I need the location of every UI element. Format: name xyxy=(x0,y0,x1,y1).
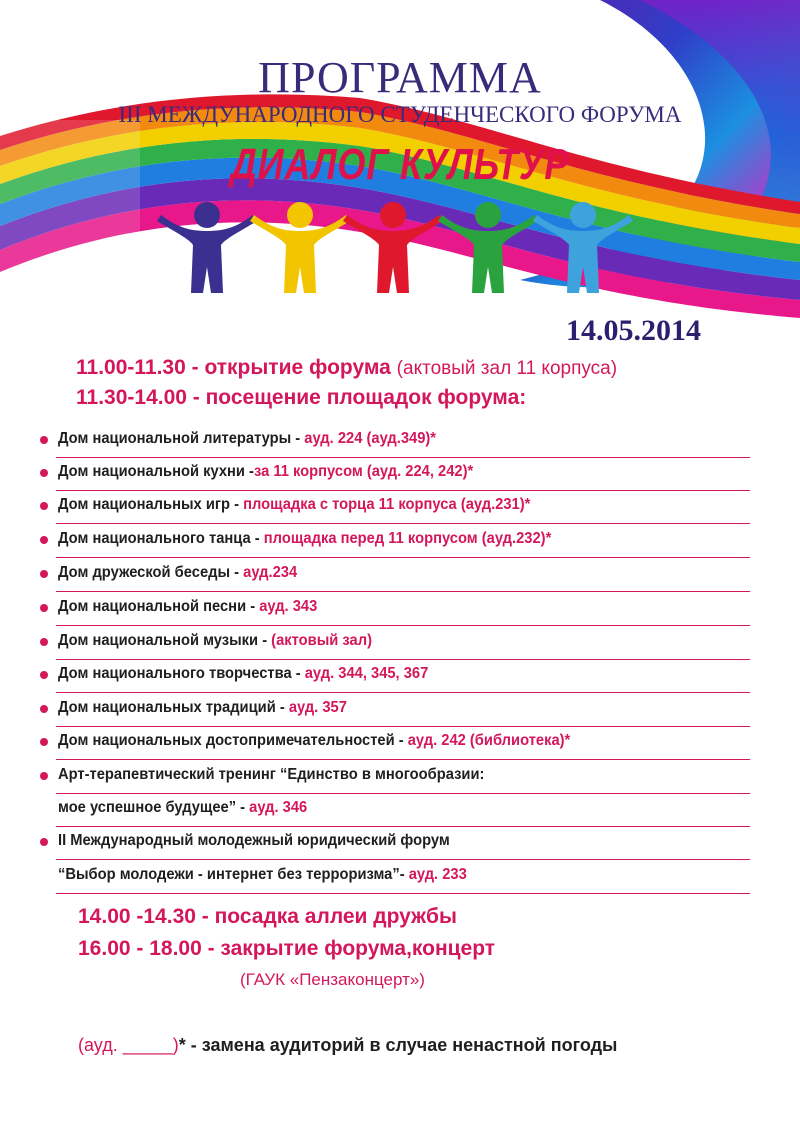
venue-name: Дом национальной кухни - xyxy=(58,463,254,480)
divider xyxy=(56,659,750,660)
venue-place: (актовый зал) xyxy=(271,632,372,649)
venue-name: Дом национальной песни - xyxy=(58,598,260,615)
venue-place: ауд. 346 xyxy=(249,799,308,816)
venue-place: ауд. 233 xyxy=(408,866,467,883)
divider xyxy=(56,793,750,794)
venue-place: ауд. 344, 345, 367 xyxy=(304,665,429,682)
divider xyxy=(56,557,750,558)
list-item xyxy=(40,663,750,695)
page-subtitle: III МЕЖДУНАРОДНОГО СТУДЕНЧЕСКОГО ФОРУМА xyxy=(118,102,682,127)
venue-name: Дом национальных традиций - xyxy=(58,699,289,716)
list-item xyxy=(40,494,750,526)
divider xyxy=(56,457,750,458)
event-date: 14.05.2014 xyxy=(566,314,701,347)
bullet-icon xyxy=(40,772,48,780)
bullet-icon xyxy=(40,671,48,679)
list-item xyxy=(40,764,750,796)
list-item-continuation xyxy=(58,797,750,829)
bullet-icon xyxy=(40,436,48,444)
bullet-icon xyxy=(40,536,48,544)
bullet-icon xyxy=(40,838,48,846)
divider xyxy=(56,591,750,592)
schedule-line xyxy=(76,386,526,410)
divider xyxy=(56,692,750,693)
page-title: ПРОГРАММА xyxy=(258,53,542,102)
venue-place: ауд. 343 xyxy=(259,598,318,615)
schedule-note: (актовый зал 11 корпуса) xyxy=(396,358,618,379)
list-item xyxy=(40,630,750,662)
venue-place: площадка с торца 11 корпуса (ауд.231)* xyxy=(243,496,531,513)
venue-name: Дом национальной литературы - xyxy=(58,430,305,447)
list-item xyxy=(40,428,750,460)
schedule-line: 14.00 -14.30 - посадка аллеи дружбы xyxy=(78,905,457,928)
event-title-cont: мое успешное будущее” - xyxy=(58,799,250,816)
venue-name: Дом дружеской беседы - xyxy=(58,564,244,581)
list-item xyxy=(40,830,750,862)
divider xyxy=(56,893,750,894)
bullet-icon xyxy=(40,502,48,510)
venue-name: Дом национальных достопримечательностей - xyxy=(58,732,408,749)
venue-name: Дом национального творчества - xyxy=(58,665,305,682)
forum-name: ДИАЛОГ КУЛЬТУР xyxy=(230,140,570,189)
bullet-icon xyxy=(40,604,48,612)
bullet-icon xyxy=(40,638,48,646)
bullet-icon xyxy=(40,705,48,713)
venue-place: ауд. 242 (библиотека)* xyxy=(407,732,571,749)
venue-place: за 11 корпусом (ауд. 224, 242)* xyxy=(253,463,474,480)
bullet-icon xyxy=(40,469,48,477)
divider xyxy=(56,859,750,860)
schedule-line: 16.00 - 18.00 - закрытие форума,концерт xyxy=(78,937,496,960)
venue-place: ауд. 224 (ауд.349)* xyxy=(304,430,437,447)
schedule-time-event: 11.00-11.30 - открытие форума xyxy=(76,356,391,379)
list-item xyxy=(40,697,750,729)
closing-venue: (ГАУК «Пензаконцерт») xyxy=(240,970,425,989)
divider xyxy=(56,625,750,626)
schedule-line xyxy=(76,356,617,380)
footnote-text: * - замена аудиторий в случае ненастной погоды xyxy=(178,1035,618,1055)
list-item xyxy=(40,562,750,594)
venue-place: ауд. 357 xyxy=(288,699,347,716)
divider xyxy=(56,726,750,727)
list-item xyxy=(40,730,750,762)
schedule-time-event: 11.30-14.00 - посещение площадок форума: xyxy=(76,386,527,409)
event-title-cont: “Выбор молодежи - интернет без терроризма”- xyxy=(58,866,409,883)
list-item xyxy=(40,528,750,560)
divider xyxy=(56,490,750,491)
venue-name: Дом национальных игр - xyxy=(58,496,244,513)
divider xyxy=(56,759,750,760)
event-title: II Международный молодежный юридический форум xyxy=(58,832,450,849)
bullet-icon xyxy=(40,570,48,578)
divider xyxy=(56,523,750,524)
event-title: Арт-терапевтический тренинг “Единство в многообразии: xyxy=(58,766,485,783)
venue-name: Дом национальной музыки - xyxy=(58,632,272,649)
venue-name: Дом национального танца - xyxy=(58,530,264,547)
list-item xyxy=(40,461,750,493)
list-item-continuation xyxy=(58,864,750,896)
divider xyxy=(56,826,750,827)
list-item xyxy=(40,596,750,628)
venue-place: площадка перед 11 корпусом (ауд.232)* xyxy=(263,530,552,547)
footnote-placeholder: (ауд. _____) xyxy=(78,1035,179,1055)
bullet-icon xyxy=(40,738,48,746)
venue-place: ауд.234 xyxy=(243,564,298,581)
footnote xyxy=(78,1035,617,1056)
